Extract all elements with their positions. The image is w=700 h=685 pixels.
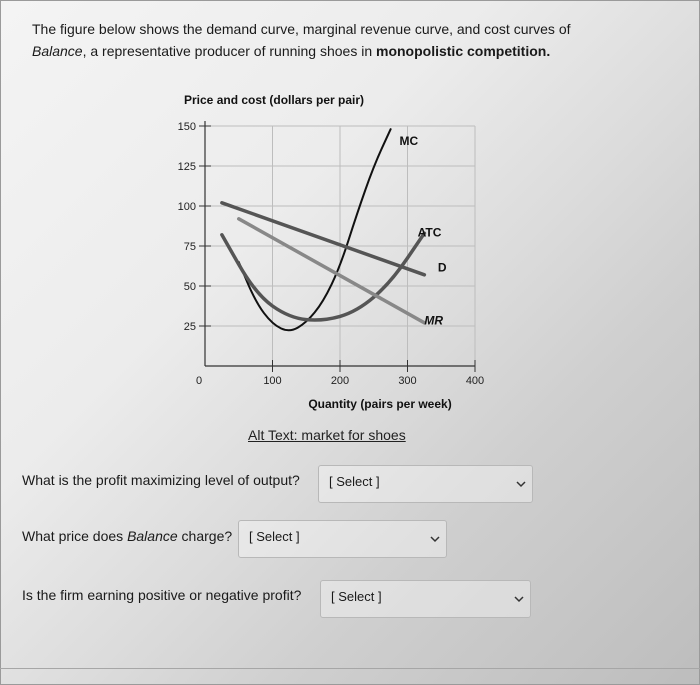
y-tick-label: 50 (183, 281, 196, 293)
output-select[interactable] (318, 465, 533, 503)
profit-select[interactable] (320, 580, 531, 618)
series-atc-label: ATC (417, 225, 442, 240)
chevron-down-icon (516, 479, 526, 489)
chevron-down-icon (514, 594, 524, 604)
y-tick-label: 150 (177, 121, 196, 133)
x-tick-label: 300 (398, 375, 417, 387)
question-output (22, 472, 300, 488)
intro-text (32, 18, 672, 62)
chevron-down-icon (430, 534, 440, 544)
y-tick-label: 125 (177, 161, 196, 173)
divider (0, 668, 700, 669)
question-profit (22, 587, 301, 603)
question-profit-text: Is the firm earning positive or negative profit? (22, 587, 302, 603)
question-price (22, 528, 232, 544)
series-mr-label: MR (424, 313, 444, 328)
x-tick-label: 0 (195, 375, 203, 387)
question-output-text: What is the profit maximizing level of output? (22, 472, 300, 488)
question-price-firm: Balance (127, 528, 178, 544)
question-price-pre: What price does (22, 528, 128, 544)
intro-line-1: The figure below shows the demand curve, marginal revenue curve, and cost curves of (32, 21, 571, 37)
series-d-line (222, 203, 425, 275)
x-axis-label: Quantity (pairs per week) (308, 397, 452, 411)
y-tick-label: 100 (177, 201, 196, 213)
x-tick-label: 100 (263, 375, 282, 387)
series-d-label: D (437, 260, 447, 275)
cost-curves-chart (170, 86, 490, 426)
firm-name: Balance (32, 43, 83, 59)
x-tick-label: 400 (465, 375, 485, 387)
question-price-post: charge? (177, 528, 233, 544)
y-axis-label: Price and cost (dollars per pair) (184, 93, 365, 107)
series-mc-label: MC (399, 134, 419, 149)
y-tick-label: 75 (183, 241, 196, 253)
profit-select-value: [ Select ] (331, 589, 382, 604)
price-select-value: [ Select ] (249, 529, 300, 544)
price-select[interactable] (238, 520, 447, 558)
alt-text-link[interactable]: Alt Text: market for shoes (248, 427, 406, 443)
market-type: monopolistic competition. (376, 43, 551, 59)
intro-line-2 (32, 40, 672, 62)
intro-line-2-mid: , a representative producer of running shoes in (82, 43, 376, 59)
x-tick-label: 200 (330, 375, 350, 387)
output-select-value: [ Select ] (329, 474, 380, 489)
y-tick-label: 25 (183, 321, 196, 333)
chart-svg (170, 86, 490, 426)
